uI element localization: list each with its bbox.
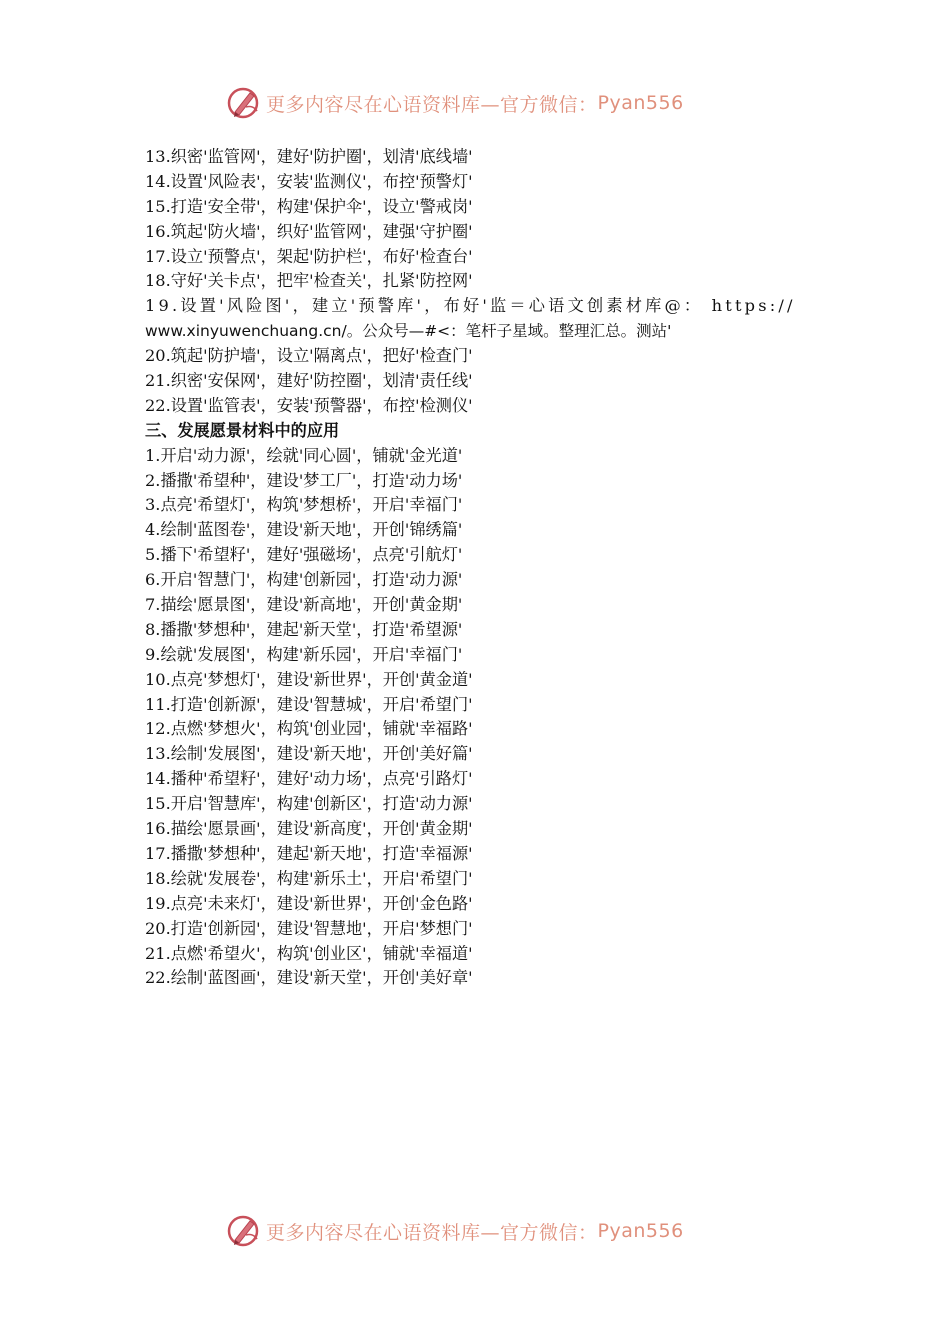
pen-logo-icon xyxy=(226,1213,262,1249)
list-item: 13.绘制'发展图'，建设'新天地'，开创'美好篇' xyxy=(145,744,473,764)
list-item: 8.播撒'梦想种'，建起'新天堂'，打造'希望源' xyxy=(145,619,463,639)
banner-text: 更多内容尽在心语资料库—官方微信： xyxy=(266,1221,598,1244)
list-item: 21.织密'安保网'，建好'防控圈'，划清'责任线' xyxy=(145,371,473,391)
list-item: 18.守好'关卡点'，把牢'检查关'，扎紧'防控网' xyxy=(145,271,473,291)
list-item: 16.筑起'防火墙'，织好'监管网'，建强'守护圈' xyxy=(145,221,473,241)
list-item: 19.点亮'未来灯'，建设'新世界'，开创'金色路' xyxy=(145,893,473,913)
list-item-continued: www.xinyuwenchuang.cn/。公众号—#<：笔杆子星域。整理汇总。测站' xyxy=(145,322,672,341)
list-item: 12.点燃'梦想火'，构筑'创业园'，铺就'幸福路' xyxy=(145,719,473,739)
pen-logo-icon xyxy=(226,85,262,121)
list-item: 22.设置'监管表'，安装'预警器'，布控'检测仪' xyxy=(145,395,473,415)
list-item: 18.绘就'发展卷'，构建'新乐土'，开启'希望门' xyxy=(145,868,473,888)
list-item: 7.描绘'愿景图'，建设'新高地'，开创'黄金期' xyxy=(145,595,463,615)
list-item: 6.开启'智慧门'，构建'创新园'，打造'动力源' xyxy=(145,570,463,590)
list-item: 4.绘制'蓝图卷'，建设'新天地'，开创'锦绣篇' xyxy=(145,520,463,540)
document-body xyxy=(145,145,825,991)
list-item: 9.绘就'发展图'，构建'新乐园'，开启'幸福门' xyxy=(145,644,463,664)
list-item: 14.设置'风险表'，安装'监测仪'，布控'预警灯' xyxy=(145,171,473,191)
section-heading: 三、发展愿景材料中的应用 xyxy=(145,420,340,440)
list-item: 16.描绘'愿景画'，建设'新高度'，开创'黄金期' xyxy=(145,819,473,839)
list-item: 14.播种'希望籽'，建好'动力场'，点亮'引路灯' xyxy=(145,769,473,789)
footer-banner xyxy=(226,1211,726,1251)
list-item: 3.点亮'希望灯'，构筑'梦想桥'，开启'幸福门' xyxy=(145,495,463,515)
banner-wechat-id: Pyan556 xyxy=(597,1220,684,1242)
list-item: 17.设立'预警点'，架起'防护栏'，布好'检查台' xyxy=(145,246,473,266)
list-item: 15.开启'智慧库'，构建'创新区'，打造'动力源' xyxy=(145,794,473,814)
list-item: 20.筑起'防护墙'，设立'隔离点'，把好'检查门' xyxy=(145,346,473,366)
banner-text: 更多内容尽在心语资料库—官方微信： xyxy=(266,93,598,116)
list-item: 13.织密'监管网'，建好'防护圈'，划清'底线墙' xyxy=(145,147,473,166)
list-item: 10.点亮'梦想灯'，建设'新世界'，开创'黄金道' xyxy=(145,669,473,689)
list-item: 19.设置'风险图'，建立'预警库'，布好'监＝心语文创素材库@： https:// xyxy=(145,296,796,316)
list-item: 22.绘制'蓝图画'，建设'新天堂'，开创'美好章' xyxy=(145,968,473,988)
list-item: 21.点燃'希望火'，构筑'创业区'，铺就'幸福道' xyxy=(145,943,473,963)
list-item: 1.开启'动力源'，绘就'同心圆'，铺就'金光道' xyxy=(145,445,463,465)
list-item: 15.打造'安全带'，构建'保护伞'，设立'警戒岗' xyxy=(145,196,473,216)
list-item: 2.播撒'希望种'，建设'梦工厂'，打造'动力场' xyxy=(145,470,463,490)
list-item: 5.播下'希望籽'，建好'强磁场'，点亮'引航灯' xyxy=(145,545,463,565)
header-banner xyxy=(226,83,726,123)
list-item: 20.打造'创新园'，建设'智慧地'，开启'梦想门' xyxy=(145,918,473,938)
list-item: 11.打造'创新源'，建设'智慧城'，开启'希望门' xyxy=(145,694,473,714)
list-item: 17.播撒'梦想种'，建起'新天地'，打造'幸福源' xyxy=(145,843,473,863)
banner-wechat-id: Pyan556 xyxy=(597,92,684,114)
